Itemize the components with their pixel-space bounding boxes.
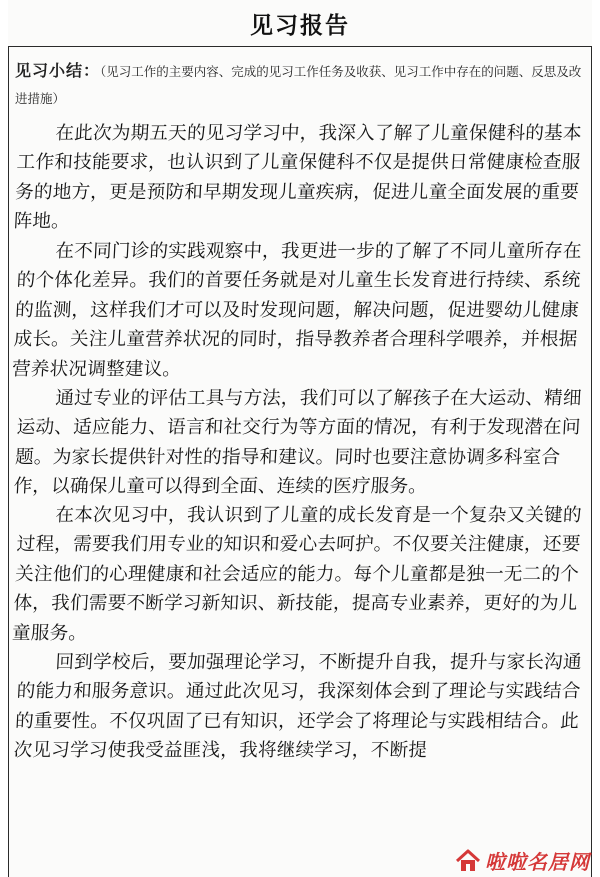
summary-label: 见习小结： — [15, 61, 101, 80]
handwritten-summary — [11, 119, 585, 766]
handwritten-paragraph-3: 通过专业的评估工具与方法，我们可以了解孩子在大运动、精细运动、适应能力、语言和社交行为等方面的情况，有利于发现潜在问题。为家长提供针对性的指导和建议。同时也要注意协调多科室合作，以确保儿童可以得到全面、连续的医疗服务。 — [13, 387, 583, 497]
summary-box — [8, 47, 592, 877]
site-watermark — [455, 846, 590, 875]
handwritten-paragraph-1: 在此次为期五天的见习学习中，我深入了解了儿童保健科的基本工作和技能要求，也认识到了儿童保健科不仅是提供日常健康检查服务的地方，更是预防和早期发现儿童疾病，促进儿童全面发展的重要阵地。 — [13, 123, 583, 233]
report-page — [8, 0, 592, 877]
handwritten-paragraph-4: 在本次见习中，我认识到了儿童的成长发育是一个复杂又关键的过程，需要我们用专业的知识和爱心去呵护。不仅要关注健康，还要关注他们的心理健康和社会适应的能力。每个儿童都是独一无二的个体，我们需要不断学习新知识、新技能，提高专业素养，更好的为儿童服务。 — [11, 505, 583, 644]
report-title-row — [8, 0, 592, 47]
summary-prompt: （见习工作的主要内容、完成的见习工作任务及收获、见习工作中存在的问题、反思及改进措施） — [15, 64, 582, 106]
watermark-text: 啦啦名居网 — [485, 850, 590, 874]
handwritten-paragraph-5: 回到学校后，要加强理论学习，不断提升自我，提升与家长沟通的能力和服务意识。通过此次见习，我深刻体会到了理论与实践结合的重要性。不仅巩固了已有知识，还学会了将理论与实践相结合。此次见习学习使我受益匪浅，我将继续学习，不断提 — [13, 652, 583, 762]
summary-header — [15, 57, 583, 112]
handwritten-paragraph-2: 在不同门诊的实践观察中，我更进一步的了解了不同儿童所存在的个体化差异。我们的首要任务就是对儿童生长发育进行持续、系统的监测，这样我们才可以及时发现问题，解决问题，促进婴幼儿健康成长。关注儿童营养状况的同时，指导教养者合理科学喂养，并根据营养状况调整建议。 — [11, 240, 583, 380]
house-logo-icon — [455, 848, 481, 874]
report-title: 见习报告 — [250, 12, 350, 39]
